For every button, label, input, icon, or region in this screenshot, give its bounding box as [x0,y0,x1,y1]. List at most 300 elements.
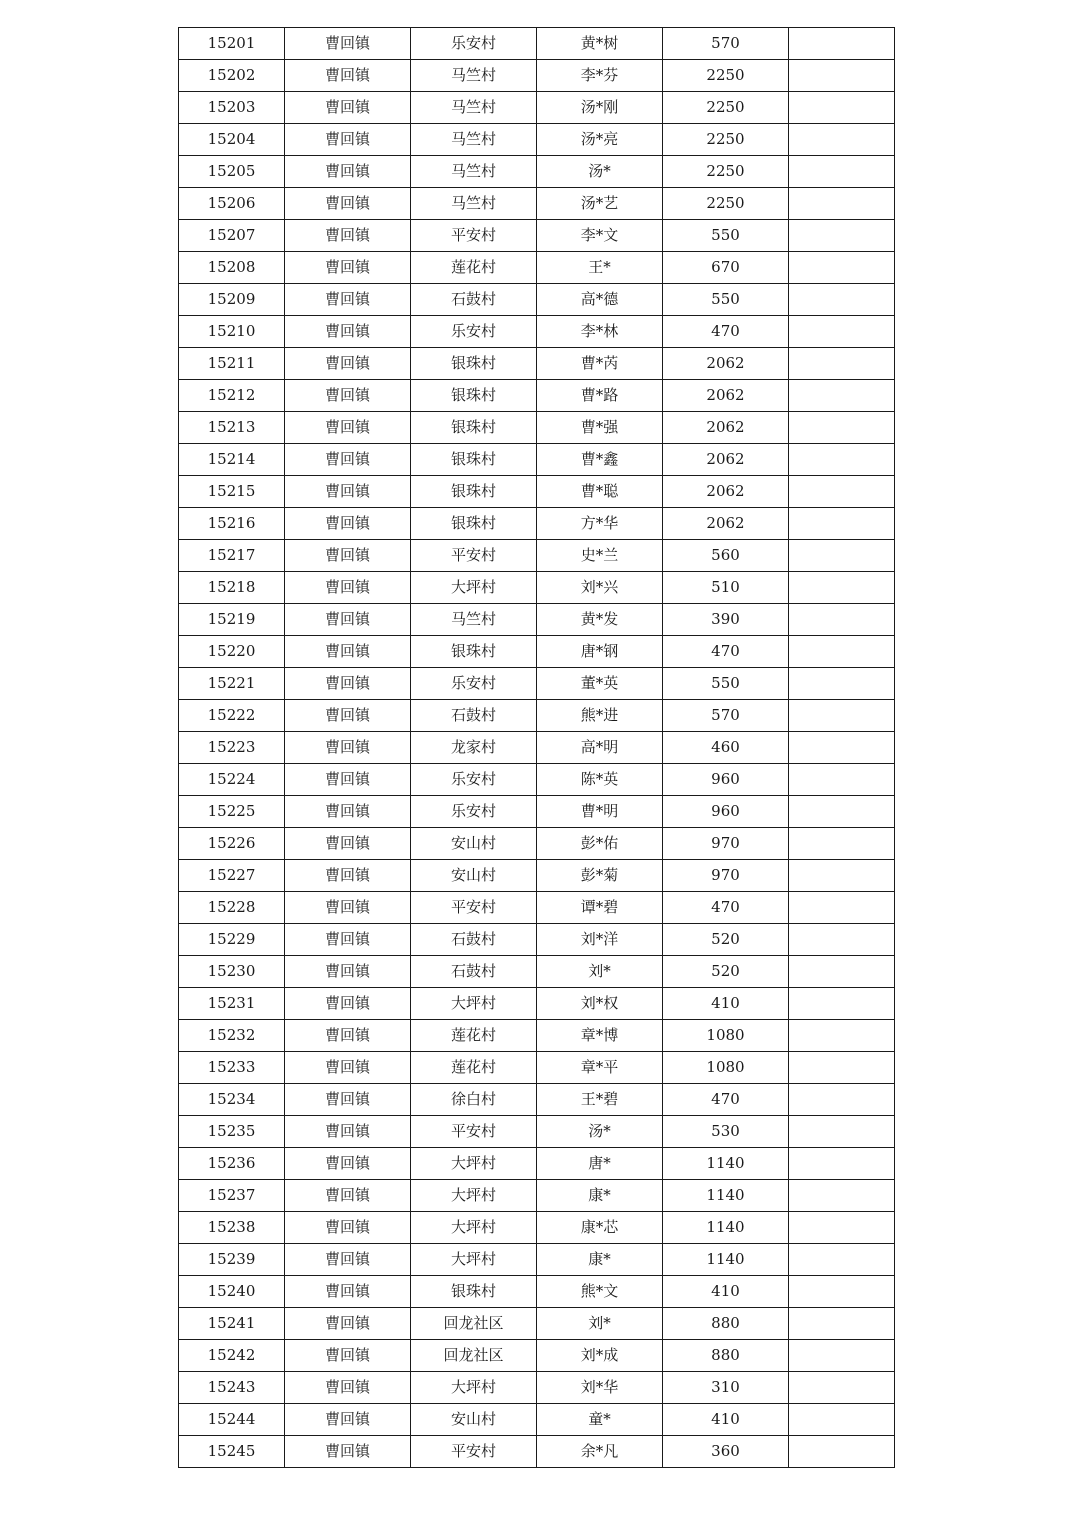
amount-cell: 970 [663,860,789,892]
serial-number-cell: 15231 [179,988,285,1020]
serial-number-cell: 15219 [179,604,285,636]
serial-number-cell: 15235 [179,1116,285,1148]
village-cell: 乐安村 [411,316,537,348]
town-cell: 曹回镇 [285,828,411,860]
table-row [179,1180,895,1212]
town-cell: 曹回镇 [285,1148,411,1180]
name-cell: 刘*权 [537,988,663,1020]
remark-cell [789,1308,895,1340]
serial-number-cell: 15242 [179,1340,285,1372]
table-row [179,156,895,188]
name-cell: 唐* [537,1148,663,1180]
name-cell: 方*华 [537,508,663,540]
serial-number-cell: 15244 [179,1404,285,1436]
town-cell: 曹回镇 [285,540,411,572]
name-cell: 李*文 [537,220,663,252]
town-cell: 曹回镇 [285,316,411,348]
remark-cell [789,796,895,828]
table-row [179,412,895,444]
serial-number-cell: 15229 [179,924,285,956]
remark-cell [789,892,895,924]
village-cell: 安山村 [411,860,537,892]
name-cell: 黄*发 [537,604,663,636]
name-cell: 汤*亮 [537,124,663,156]
name-cell: 陈*英 [537,764,663,796]
table-row [179,28,895,60]
serial-number-cell: 15228 [179,892,285,924]
name-cell: 汤*刚 [537,92,663,124]
remark-cell [789,1020,895,1052]
table-row [179,1052,895,1084]
records-table-body [179,28,895,1468]
table-row [179,508,895,540]
amount-cell: 530 [663,1116,789,1148]
town-cell: 曹回镇 [285,188,411,220]
village-cell: 平安村 [411,1116,537,1148]
name-cell: 王*碧 [537,1084,663,1116]
serial-number-cell: 15201 [179,28,285,60]
serial-number-cell: 15223 [179,732,285,764]
amount-cell: 2250 [663,156,789,188]
name-cell: 曹*路 [537,380,663,412]
village-cell: 银珠村 [411,508,537,540]
table-row [179,636,895,668]
remark-cell [789,476,895,508]
serial-number-cell: 15220 [179,636,285,668]
name-cell: 曹*聪 [537,476,663,508]
remark-cell [789,1244,895,1276]
village-cell: 银珠村 [411,476,537,508]
serial-number-cell: 15203 [179,92,285,124]
table-row [179,252,895,284]
table-row [179,348,895,380]
amount-cell: 470 [663,892,789,924]
amount-cell: 1140 [663,1212,789,1244]
serial-number-cell: 15227 [179,860,285,892]
table-row [179,1020,895,1052]
serial-number-cell: 15206 [179,188,285,220]
table-row [179,60,895,92]
town-cell: 曹回镇 [285,124,411,156]
amount-cell: 570 [663,700,789,732]
table-row [179,988,895,1020]
amount-cell: 360 [663,1436,789,1468]
village-cell: 马竺村 [411,156,537,188]
town-cell: 曹回镇 [285,796,411,828]
town-cell: 曹回镇 [285,956,411,988]
serial-number-cell: 15221 [179,668,285,700]
remark-cell [789,604,895,636]
name-cell: 史*兰 [537,540,663,572]
village-cell: 银珠村 [411,636,537,668]
table-row [179,1084,895,1116]
name-cell: 高*德 [537,284,663,316]
table-row [179,444,895,476]
name-cell: 汤* [537,1116,663,1148]
amount-cell: 410 [663,1276,789,1308]
name-cell: 唐*钢 [537,636,663,668]
name-cell: 刘*成 [537,1340,663,1372]
remark-cell [789,828,895,860]
village-cell: 银珠村 [411,348,537,380]
town-cell: 曹回镇 [285,60,411,92]
table-row [179,764,895,796]
name-cell: 谭*碧 [537,892,663,924]
amount-cell: 880 [663,1308,789,1340]
remark-cell [789,1116,895,1148]
table-row [179,892,895,924]
village-cell: 银珠村 [411,412,537,444]
amount-cell: 1080 [663,1052,789,1084]
serial-number-cell: 15226 [179,828,285,860]
village-cell: 大坪村 [411,1244,537,1276]
amount-cell: 410 [663,988,789,1020]
village-cell: 银珠村 [411,1276,537,1308]
amount-cell: 2062 [663,348,789,380]
amount-cell: 670 [663,252,789,284]
name-cell: 彭*菊 [537,860,663,892]
serial-number-cell: 15234 [179,1084,285,1116]
amount-cell: 410 [663,1404,789,1436]
village-cell: 平安村 [411,892,537,924]
village-cell: 银珠村 [411,444,537,476]
town-cell: 曹回镇 [285,156,411,188]
amount-cell: 2250 [663,60,789,92]
amount-cell: 460 [663,732,789,764]
town-cell: 曹回镇 [285,444,411,476]
remark-cell [789,220,895,252]
amount-cell: 2250 [663,188,789,220]
name-cell: 刘*兴 [537,572,663,604]
village-cell: 马竺村 [411,92,537,124]
table-row [179,1436,895,1468]
town-cell: 曹回镇 [285,636,411,668]
amount-cell: 470 [663,316,789,348]
serial-number-cell: 15217 [179,540,285,572]
town-cell: 曹回镇 [285,92,411,124]
serial-number-cell: 15239 [179,1244,285,1276]
town-cell: 曹回镇 [285,1372,411,1404]
village-cell: 石鼓村 [411,924,537,956]
town-cell: 曹回镇 [285,668,411,700]
town-cell: 曹回镇 [285,252,411,284]
serial-number-cell: 15218 [179,572,285,604]
serial-number-cell: 15225 [179,796,285,828]
village-cell: 莲花村 [411,252,537,284]
village-cell: 石鼓村 [411,284,537,316]
town-cell: 曹回镇 [285,284,411,316]
village-cell: 大坪村 [411,1180,537,1212]
village-cell: 大坪村 [411,1212,537,1244]
amount-cell: 520 [663,956,789,988]
serial-number-cell: 15204 [179,124,285,156]
table-row [179,92,895,124]
town-cell: 曹回镇 [285,1404,411,1436]
remark-cell [789,700,895,732]
name-cell: 章*博 [537,1020,663,1052]
amount-cell: 2062 [663,412,789,444]
remark-cell [789,1276,895,1308]
amount-cell: 1080 [663,1020,789,1052]
table-row [179,1404,895,1436]
name-cell: 黄*树 [537,28,663,60]
name-cell: 刘* [537,1308,663,1340]
town-cell: 曹回镇 [285,1308,411,1340]
town-cell: 曹回镇 [285,604,411,636]
town-cell: 曹回镇 [285,700,411,732]
village-cell: 大坪村 [411,1372,537,1404]
village-cell: 马竺村 [411,124,537,156]
table-row [179,188,895,220]
remark-cell [789,348,895,380]
serial-number-cell: 15233 [179,1052,285,1084]
remark-cell [789,1212,895,1244]
serial-number-cell: 15230 [179,956,285,988]
name-cell: 康*芯 [537,1212,663,1244]
remark-cell [789,28,895,60]
serial-number-cell: 15209 [179,284,285,316]
remark-cell [789,188,895,220]
table-row [179,860,895,892]
remark-cell [789,1372,895,1404]
table-row [179,668,895,700]
village-cell: 乐安村 [411,796,537,828]
serial-number-cell: 15222 [179,700,285,732]
table-row [179,956,895,988]
table-row [179,604,895,636]
remark-cell [789,444,895,476]
village-cell: 安山村 [411,1404,537,1436]
village-cell: 乐安村 [411,764,537,796]
table-row [179,1148,895,1180]
town-cell: 曹回镇 [285,476,411,508]
town-cell: 曹回镇 [285,732,411,764]
town-cell: 曹回镇 [285,1436,411,1468]
name-cell: 曹*芮 [537,348,663,380]
table-row [179,828,895,860]
name-cell: 熊*进 [537,700,663,732]
serial-number-cell: 15245 [179,1436,285,1468]
remark-cell [789,60,895,92]
remark-cell [789,668,895,700]
village-cell: 莲花村 [411,1052,537,1084]
serial-number-cell: 15205 [179,156,285,188]
village-cell: 大坪村 [411,1148,537,1180]
name-cell: 康* [537,1180,663,1212]
table-row [179,796,895,828]
name-cell: 刘*华 [537,1372,663,1404]
amount-cell: 390 [663,604,789,636]
table-row [179,1372,895,1404]
table-row [179,1340,895,1372]
table-row [179,1212,895,1244]
name-cell: 董*英 [537,668,663,700]
remark-cell [789,508,895,540]
town-cell: 曹回镇 [285,1020,411,1052]
town-cell: 曹回镇 [285,1116,411,1148]
town-cell: 曹回镇 [285,380,411,412]
village-cell: 银珠村 [411,380,537,412]
remark-cell [789,252,895,284]
name-cell: 高*明 [537,732,663,764]
remark-cell [789,284,895,316]
town-cell: 曹回镇 [285,28,411,60]
village-cell: 乐安村 [411,28,537,60]
name-cell: 童* [537,1404,663,1436]
amount-cell: 960 [663,796,789,828]
remark-cell [789,1404,895,1436]
amount-cell: 1140 [663,1244,789,1276]
serial-number-cell: 15207 [179,220,285,252]
town-cell: 曹回镇 [285,220,411,252]
name-cell: 彭*佑 [537,828,663,860]
remark-cell [789,924,895,956]
amount-cell: 550 [663,668,789,700]
name-cell: 章*平 [537,1052,663,1084]
village-cell: 安山村 [411,828,537,860]
village-cell: 平安村 [411,220,537,252]
serial-number-cell: 15241 [179,1308,285,1340]
amount-cell: 560 [663,540,789,572]
name-cell: 王* [537,252,663,284]
amount-cell: 960 [663,764,789,796]
remark-cell [789,1052,895,1084]
amount-cell: 550 [663,220,789,252]
village-cell: 徐白村 [411,1084,537,1116]
town-cell: 曹回镇 [285,1212,411,1244]
amount-cell: 570 [663,28,789,60]
name-cell: 刘* [537,956,663,988]
town-cell: 曹回镇 [285,1276,411,1308]
table-row [179,316,895,348]
serial-number-cell: 15236 [179,1148,285,1180]
serial-number-cell: 15232 [179,1020,285,1052]
amount-cell: 520 [663,924,789,956]
amount-cell: 510 [663,572,789,604]
remark-cell [789,124,895,156]
serial-number-cell: 15215 [179,476,285,508]
table-row [179,700,895,732]
remark-cell [789,540,895,572]
remark-cell [789,860,895,892]
town-cell: 曹回镇 [285,1244,411,1276]
remark-cell [789,1180,895,1212]
name-cell: 康* [537,1244,663,1276]
village-cell: 回龙社区 [411,1340,537,1372]
village-cell: 大坪村 [411,988,537,1020]
serial-number-cell: 15208 [179,252,285,284]
amount-cell: 1140 [663,1148,789,1180]
name-cell: 汤*艺 [537,188,663,220]
village-cell: 平安村 [411,1436,537,1468]
remark-cell [789,1340,895,1372]
remark-cell [789,636,895,668]
serial-number-cell: 15243 [179,1372,285,1404]
amount-cell: 880 [663,1340,789,1372]
serial-number-cell: 15214 [179,444,285,476]
name-cell: 曹*鑫 [537,444,663,476]
remark-cell [789,380,895,412]
town-cell: 曹回镇 [285,1180,411,1212]
table-row [179,1116,895,1148]
amount-cell: 550 [663,284,789,316]
remark-cell [789,1084,895,1116]
town-cell: 曹回镇 [285,508,411,540]
serial-number-cell: 15212 [179,380,285,412]
table-row [179,1244,895,1276]
serial-number-cell: 15240 [179,1276,285,1308]
name-cell: 李*林 [537,316,663,348]
table-row [179,572,895,604]
serial-number-cell: 15216 [179,508,285,540]
remark-cell [789,572,895,604]
name-cell: 李*芬 [537,60,663,92]
remark-cell [789,156,895,188]
remark-cell [789,92,895,124]
serial-number-cell: 15211 [179,348,285,380]
serial-number-cell: 15213 [179,412,285,444]
table-row [179,124,895,156]
table-row [179,924,895,956]
amount-cell: 2062 [663,508,789,540]
table-row [179,1308,895,1340]
table-row [179,1276,895,1308]
amount-cell: 1140 [663,1180,789,1212]
name-cell: 曹*强 [537,412,663,444]
name-cell: 余*凡 [537,1436,663,1468]
village-cell: 大坪村 [411,572,537,604]
amount-cell: 310 [663,1372,789,1404]
name-cell: 熊*文 [537,1276,663,1308]
amount-cell: 2062 [663,476,789,508]
serial-number-cell: 15238 [179,1212,285,1244]
village-cell: 乐安村 [411,668,537,700]
table-row [179,476,895,508]
village-cell: 回龙社区 [411,1308,537,1340]
name-cell: 曹*明 [537,796,663,828]
amount-cell: 470 [663,636,789,668]
amount-cell: 2250 [663,92,789,124]
town-cell: 曹回镇 [285,1340,411,1372]
town-cell: 曹回镇 [285,572,411,604]
village-cell: 平安村 [411,540,537,572]
table-row [179,380,895,412]
records-table [178,27,895,1468]
amount-cell: 970 [663,828,789,860]
village-cell: 马竺村 [411,60,537,92]
town-cell: 曹回镇 [285,764,411,796]
serial-number-cell: 15237 [179,1180,285,1212]
amount-cell: 2250 [663,124,789,156]
village-cell: 马竺村 [411,188,537,220]
amount-cell: 2062 [663,444,789,476]
remark-cell [789,1148,895,1180]
village-cell: 马竺村 [411,604,537,636]
serial-number-cell: 15210 [179,316,285,348]
town-cell: 曹回镇 [285,1052,411,1084]
remark-cell [789,412,895,444]
amount-cell: 470 [663,1084,789,1116]
remark-cell [789,1436,895,1468]
town-cell: 曹回镇 [285,412,411,444]
remark-cell [789,316,895,348]
table-row [179,220,895,252]
remark-cell [789,732,895,764]
remark-cell [789,956,895,988]
village-cell: 石鼓村 [411,956,537,988]
town-cell: 曹回镇 [285,988,411,1020]
remark-cell [789,988,895,1020]
